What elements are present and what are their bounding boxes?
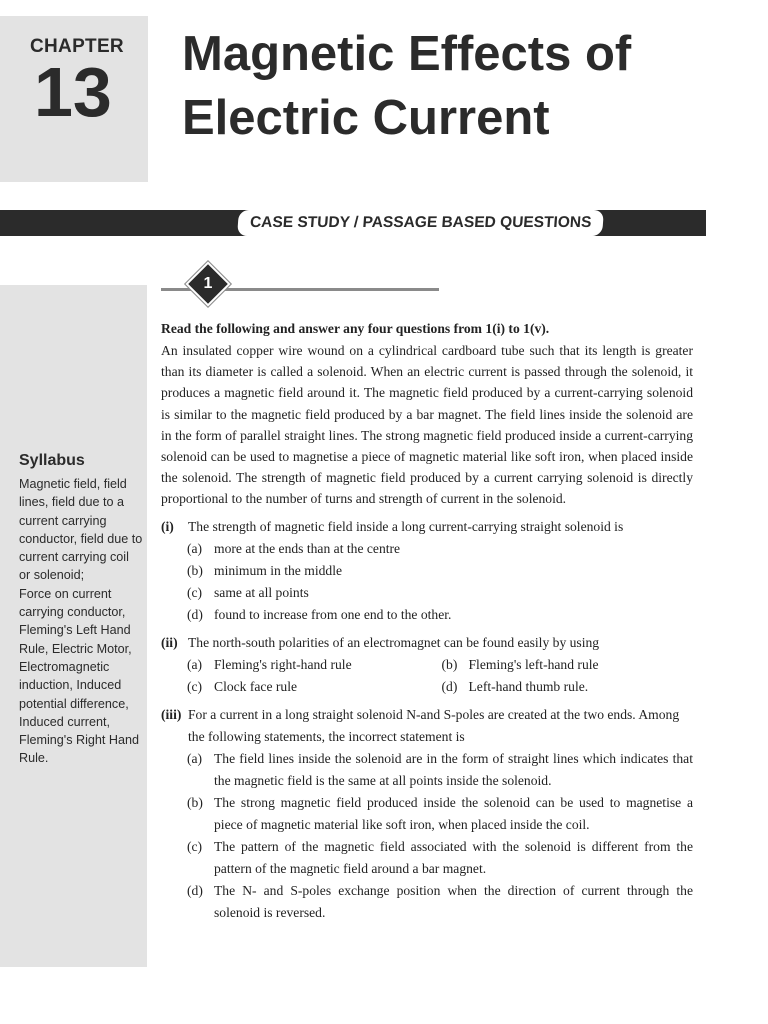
question-2 [161, 632, 693, 654]
chapter-title: Magnetic Effects of Electric Current [182, 27, 632, 145]
question-3 [161, 704, 693, 748]
option [161, 582, 693, 604]
option-text: The strong magnetic field produced inside the solenoid can be used to magnetise a piece of magnetic material like soft iron, when placed inside the coil. [214, 794, 693, 832]
question-text: The north-south polarities of an electromagnet can be found easily by using [188, 634, 600, 650]
option-label: (a) [187, 750, 203, 766]
option-text: Fleming's left-hand rule [468, 656, 599, 672]
chapter-number: 13 [34, 53, 112, 131]
option-text: more at the ends than at the centre [214, 540, 401, 556]
question-number-label: (iii) [161, 706, 182, 722]
option [161, 836, 693, 880]
option [161, 792, 693, 836]
question-number-label: (i) [161, 518, 174, 534]
option-label: (d) [187, 882, 203, 898]
option-label: (c) [187, 678, 203, 694]
option [439, 654, 694, 676]
option-row [161, 654, 693, 676]
option-text: Clock face rule [214, 678, 298, 694]
option-label: (c) [187, 838, 203, 854]
instruction: Read the following and answer any four questions from 1(i) to 1(v). [161, 321, 550, 336]
option [161, 604, 693, 626]
option-label: (b) [187, 562, 203, 578]
option [161, 654, 439, 676]
section-band-label: CASE STUDY / PASSAGE BASED QUESTIONS [237, 210, 604, 236]
option-label: (b) [187, 794, 203, 810]
syllabus-text [19, 475, 143, 768]
option [161, 538, 693, 560]
option-label: (c) [187, 584, 203, 600]
option [161, 560, 693, 582]
option-label: (d) [187, 606, 203, 622]
option-label: (a) [187, 540, 203, 556]
option-label: (a) [187, 656, 203, 672]
option-label: (d) [441, 678, 458, 694]
option-text: The field lines inside the solenoid are in the form of straight lines which indicates that the magnetic field is the same at all points inside the solenoid. [214, 750, 693, 788]
question-content [161, 318, 693, 924]
question-text: The strength of magnetic field inside a long current-carrying straight solenoid is [188, 518, 624, 534]
question-text: For a current in a long straight solenoid N-and S-poles are created at the two ends. Among the following statements, the incorrect statement is [188, 706, 680, 744]
option-text: found to increase from one end to the other. [214, 606, 452, 622]
option-text: The pattern of the magnetic field associated with the solenoid is different from the pattern of the magnetic field around a bar magnet. [214, 838, 693, 876]
option-text: Fleming's right-hand rule [214, 656, 352, 672]
option [161, 676, 439, 698]
option-text: The N- and S-poles exchange position when the direction of current through the solenoid is reversed. [214, 882, 693, 920]
chapter-label: CHAPTER [30, 36, 124, 57]
option-row [161, 676, 693, 698]
option-label: (b) [441, 656, 458, 672]
question-1 [161, 516, 693, 538]
syllabus-para-2: Force on current carrying conductor, Fleming's Left Hand Rule, Electric Motor, Electromagnetic induction, Induced potential difference, Induced current, Fleming's Right Hand Rule. [19, 586, 139, 766]
syllabus-para-1: Magnetic field, field lines, field due to a current carrying conductor, field due to current carrying coil or solenoid; [19, 477, 143, 583]
option-text: same at all points [214, 584, 309, 600]
question-number: 1 [203, 275, 213, 292]
option [161, 880, 693, 924]
option-text: minimum in the middle [214, 562, 342, 578]
option [161, 748, 693, 792]
option-text: Left-hand thumb rule. [468, 678, 589, 694]
option [439, 676, 694, 698]
passage: An insulated copper wire wound on a cylindrical cardboard tube such that its length is greater than its diameter is called a solenoid. When an electric current is passed through the solenoid, it produces a magnetic field around it. The magnetic field produced by a current-carrying solenoid is similar to the magnetic field produced by a bar magnet. The field lines inside the solenoid are in the form of parallel straight lines. The strong magnetic field produced inside a current-carrying solenoid can be used to magnetise a piece of magnetic material like soft iron, when placed inside the solenoid. The strength of magnetic field produced by a current carrying solenoid is directly proportional to the number of turns and strength of current in the solenoid. [161, 343, 693, 507]
question-number-label: (ii) [161, 634, 178, 650]
syllabus-heading: Syllabus [19, 452, 85, 469]
